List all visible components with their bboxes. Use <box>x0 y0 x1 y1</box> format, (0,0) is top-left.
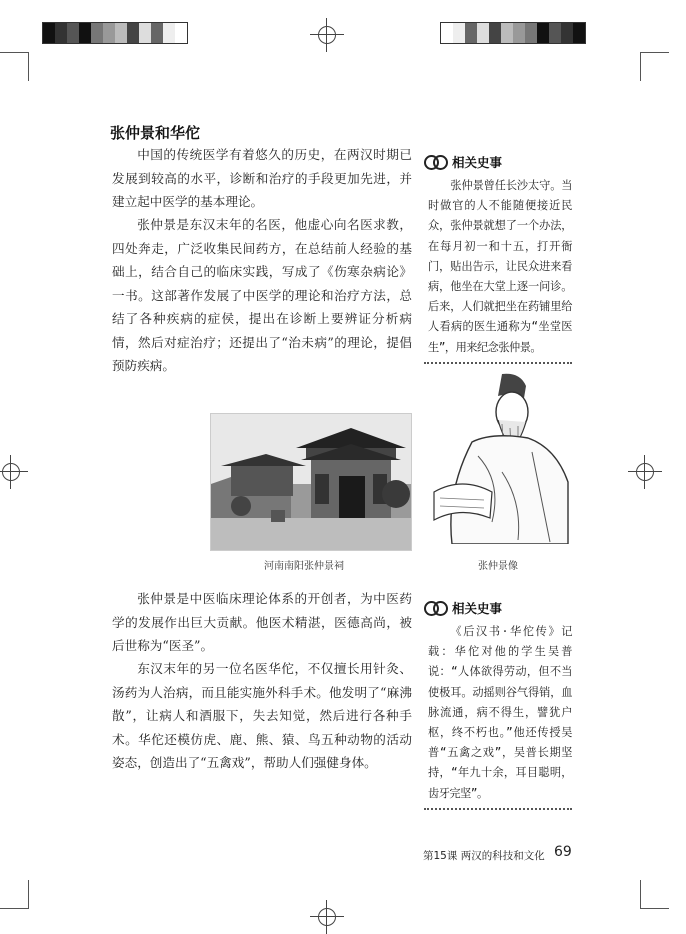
portrait-caption: 张仲景像 <box>478 561 518 572</box>
color-bar-left <box>42 22 188 44</box>
registration-mark-bottom <box>310 900 344 934</box>
sidebar-history-2 <box>424 596 572 810</box>
sidebar-header <box>424 596 572 620</box>
registration-mark-right <box>628 455 662 489</box>
dotted-divider <box>424 362 572 364</box>
crop-mark-br <box>640 880 669 909</box>
crop-mark-tr <box>640 52 669 81</box>
sidebar-history-1 <box>424 150 572 364</box>
sidebar-title: 相关史事 <box>452 601 503 616</box>
paragraph-hua-tuo: 东汉末年的另一位名医华佗，不仅擅长用针灸、汤药为人治病，而且能实施外科手术。他发明了“麻沸散”，让病人和酒服下，失去知觉，然后进行各种手术。华佗还模仿虎、鹿、熊、猿、鸟五种动物的活动姿态，创造出了“五禽戏”，帮助人们强健身体。 <box>112 661 412 770</box>
dotted-divider <box>424 808 572 810</box>
temple-caption: 河南南阳张仲景祠 <box>264 561 344 572</box>
color-bar-right <box>440 22 586 44</box>
sidebar-text: 张仲景曾任长沙太守。当时做官的人不能随便接近民众，张仲景就想了一个办法，在每月初一和十五，打开衙门，贴出告示，让民众进来看病，他坐在大堂上逐一问诊。后来，人们就把坐在药铺里给人看病的医生通称为“坐堂医生”，用来纪念张仲景。 <box>428 179 572 354</box>
temple-illustration <box>211 414 411 550</box>
registration-mark-top <box>310 18 344 52</box>
portrait-illustration <box>432 372 572 544</box>
sidebar-title: 相关史事 <box>452 155 503 170</box>
sidebar-text: 《后汉书·华佗传》记载：华佗对他的学生吴普说：“人体欲得劳动，但不当使极耳。动摇则谷气得销，血脉流通，病不得生，譬犹户枢，终不朽也。”他还传授吴普“五禽之戏”，吴普长期坚持，“年九十余，耳目聪明，齿牙完坚”。 <box>428 625 572 800</box>
zhang-zhongjing-portrait <box>432 372 572 544</box>
temple-photo <box>210 413 412 551</box>
crop-mark-bl <box>0 880 29 909</box>
page-number: 69 <box>554 844 572 860</box>
paragraph-zhang-zhongjing: 张仲景是东汉末年的名医，他虚心向名医求教，四处奔走，广泛收集民间药方，在总结前人经验的基础上，结合自己的临床实践，写成了《伤寒杂病论》一书。这部著作发展了中医学的理论和治疗方法，总结了各种疾病的症侯，提出在诊断上要辨证分析病情，然后对症治疗；还提出了“治未病”的理论，提倡预防疾病。 <box>112 217 412 373</box>
rings-icon <box>424 152 448 172</box>
lesson-footer: 第15课 两汉的科技和文化 <box>423 850 545 862</box>
registration-mark-left <box>0 455 28 489</box>
crop-mark-tl <box>0 52 29 81</box>
paragraph-intro: 中国的传统医学有着悠久的历史，在两汉时期已发展到较高的水平，诊断和治疗的手段更加先进，并建立起中医学的基本理论。 <box>112 147 412 209</box>
section-title: 张仲景和华佗 <box>110 124 201 142</box>
rings-icon <box>424 598 448 618</box>
sidebar-header <box>424 150 572 174</box>
paragraph-yi-sheng: 张仲景是中医临床理论体系的开创者，为中医药学的发展作出巨大贡献。他医术精湛，医德高尚，被后世称为“医圣”。 <box>112 591 412 653</box>
